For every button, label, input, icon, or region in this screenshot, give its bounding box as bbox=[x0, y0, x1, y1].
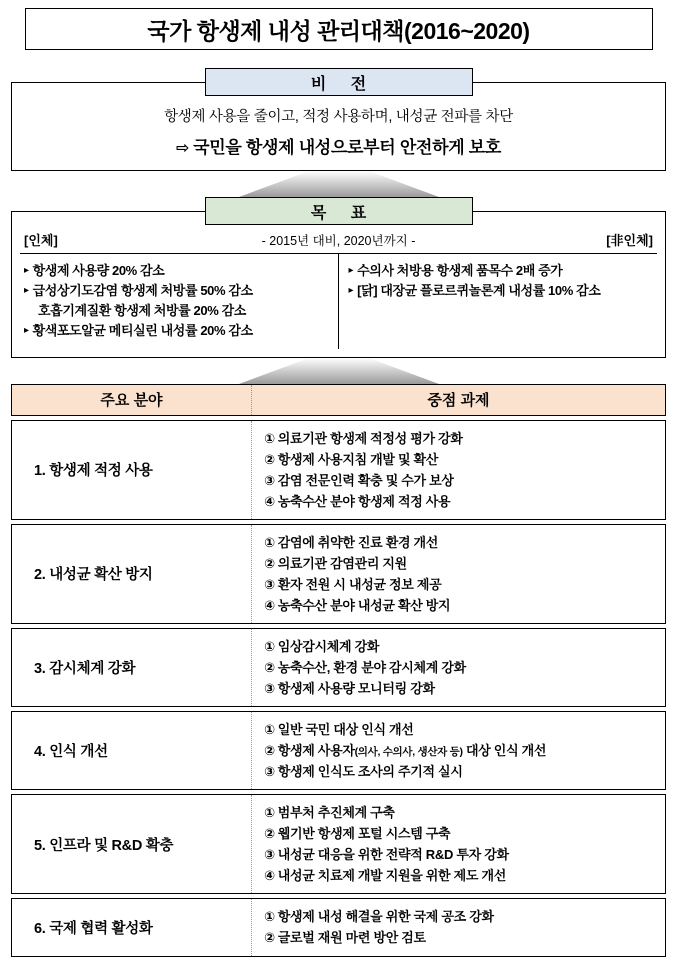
table-cell-area: 1. 항생제 적정 사용 bbox=[12, 421, 252, 519]
table-cell-tasks bbox=[252, 795, 665, 893]
triangle-bullet-icon: ▸ bbox=[348, 285, 354, 297]
task-number: ① bbox=[264, 909, 275, 925]
task-item bbox=[264, 657, 659, 678]
task-number: ② bbox=[264, 826, 275, 842]
task-text: 항생제 내성 해결을 위한 국제 공조 강화 bbox=[277, 909, 494, 925]
task-number: ① bbox=[264, 722, 275, 738]
task-text: 임상감시체계 강화 bbox=[277, 638, 380, 654]
triangle-bullet-icon: ▸ bbox=[348, 265, 354, 276]
vision-line-2-text: 국민을 항생제 내성으로부터 안전하게 보호 bbox=[193, 138, 501, 157]
task-item bbox=[264, 470, 659, 491]
task-text: 농축수산, 환경 분야 감시체계 강화 bbox=[277, 659, 466, 675]
table-row bbox=[11, 420, 666, 520]
funnel-arrow-2 bbox=[239, 358, 439, 384]
goal-right-label: [非인체] bbox=[606, 233, 653, 248]
task-item bbox=[264, 927, 659, 948]
task-text: 항생제 사용지침 개발 및 확산 bbox=[277, 451, 439, 467]
table-row bbox=[11, 898, 666, 956]
task-text: 웹기반 항생제 포털 시스템 구축 bbox=[277, 826, 451, 842]
table-cell-tasks bbox=[252, 629, 665, 706]
task-number: ④ bbox=[264, 493, 275, 509]
table-cell-area: 4. 인식 개선 bbox=[12, 712, 252, 789]
goal-body bbox=[11, 211, 666, 358]
task-item bbox=[264, 844, 659, 865]
vision-line-1: 항생제 사용을 줄이고, 적정 사용하며, 내성균 전파를 차단 bbox=[164, 109, 513, 125]
task-number: ② bbox=[264, 451, 275, 467]
task-number: ① bbox=[264, 430, 275, 446]
table-cell-area: 5. 인프라 및 R&D 확충 bbox=[12, 795, 252, 893]
task-text: 농축수산 분야 항생제 적정 사용 bbox=[277, 493, 451, 509]
task-text: 항생제 사용량 모니터링 강화 bbox=[277, 681, 435, 697]
goal-header-label: 목 표 bbox=[310, 204, 377, 222]
goal-item-text: 급성상기도감염 항생제 처방률 50% 감소 bbox=[32, 283, 253, 299]
goal-item bbox=[24, 321, 332, 341]
task-number: ③ bbox=[264, 576, 275, 592]
table-cell-area: 6. 국제 협력 활성화 bbox=[12, 899, 252, 955]
task-text: 내성균 치료제 개발 지원을 위한 제도 개선 bbox=[277, 868, 506, 884]
vision-header-label: 비 전 bbox=[310, 75, 377, 93]
task-item bbox=[264, 553, 659, 574]
task-number: ① bbox=[264, 805, 275, 821]
table-cell-tasks bbox=[252, 712, 665, 789]
task-number: ① bbox=[264, 534, 275, 550]
goal-item bbox=[349, 261, 652, 281]
table-row bbox=[11, 711, 666, 790]
table-cell-tasks bbox=[252, 421, 665, 519]
task-number: ④ bbox=[264, 868, 275, 884]
task-number: ② bbox=[264, 659, 275, 675]
task-number: ② bbox=[264, 555, 275, 571]
table-row bbox=[11, 794, 666, 894]
table-header-area: 주요 분야 bbox=[12, 385, 252, 415]
table-header-tasks: 중점 과제 bbox=[427, 392, 490, 410]
goal-labels-row bbox=[20, 230, 657, 253]
goal-item-text: [닭] 대장균 플로르퀴놀론계 내성률 10% 감소 bbox=[357, 283, 601, 299]
table-row bbox=[11, 524, 666, 624]
goal-column-nonhuman bbox=[339, 254, 658, 349]
page-title bbox=[25, 8, 653, 50]
goal-period-label: - 2015년 대비, 2020년까지 - bbox=[261, 233, 416, 248]
table-cell-area: 2. 내성균 확산 방지 bbox=[12, 525, 252, 623]
goal-item bbox=[349, 281, 652, 301]
task-text: 농축수산 분야 내성균 확산 방지 bbox=[277, 597, 451, 613]
task-text: 일반 국민 대상 인식 개선 bbox=[277, 722, 414, 738]
funnel-arrow-1 bbox=[239, 171, 439, 197]
task-item bbox=[264, 865, 659, 886]
vision-line-2 bbox=[12, 133, 665, 158]
task-number: ② bbox=[264, 743, 275, 759]
task-number: ③ bbox=[264, 847, 275, 863]
table-cell-area: 3. 감시체계 강화 bbox=[12, 629, 252, 706]
task-item bbox=[264, 574, 659, 595]
task-text: 감염 전문인력 확충 및 수가 보상 bbox=[277, 472, 454, 488]
task-item bbox=[264, 740, 659, 761]
goal-item-text: 수의사 처방용 항생제 품목수 2배 증가 bbox=[357, 263, 563, 278]
task-number: ③ bbox=[264, 764, 275, 780]
task-item bbox=[264, 823, 659, 844]
task-item bbox=[264, 678, 659, 699]
task-text: 감염에 취약한 진료 환경 개선 bbox=[277, 534, 439, 550]
task-text: 환자 전원 시 내성균 정보 제공 bbox=[277, 576, 442, 592]
task-item bbox=[264, 532, 659, 553]
goal-item bbox=[24, 261, 332, 281]
task-item bbox=[264, 595, 659, 616]
triangle-bullet-icon: ▸ bbox=[24, 285, 29, 297]
goal-item-text: 황색포도알균 메티실린 내성률 20% 감소 bbox=[32, 323, 253, 339]
goal-columns bbox=[20, 253, 657, 349]
goal-item bbox=[24, 281, 332, 301]
vision-header bbox=[205, 68, 473, 96]
page-title-text: 국가 항생제 내성 관리대책(2016~2020) bbox=[147, 17, 530, 44]
triangle-bullet-icon: ▸ bbox=[24, 265, 29, 276]
task-number: ① bbox=[264, 638, 275, 654]
task-number: ② bbox=[264, 930, 275, 946]
task-text: 항생제 인식도 조사의 주기적 실시 bbox=[277, 764, 463, 780]
task-text: 내성균 대응을 위한 전략적 R&D 투자 강화 bbox=[277, 847, 509, 863]
goal-item-subline: 호흡기계질환 항생제 처방률 20% 감소 bbox=[38, 303, 246, 319]
task-item bbox=[264, 761, 659, 782]
goal-left-label: [인체] bbox=[24, 233, 58, 248]
task-item bbox=[264, 719, 659, 740]
goal-item-text: 항생제 사용량 20% 감소 bbox=[32, 263, 165, 278]
goal-column-human bbox=[20, 254, 339, 349]
task-number: ④ bbox=[264, 597, 275, 613]
task-item bbox=[264, 802, 659, 823]
strategy-table bbox=[11, 384, 666, 957]
task-text-2: 대상 인식 개선 bbox=[462, 743, 547, 759]
task-number: ③ bbox=[264, 472, 275, 488]
task-text: 항생제 사용자 bbox=[277, 743, 355, 759]
task-text: 의료기관 감염관리 지원 bbox=[277, 555, 407, 571]
goal-header bbox=[205, 197, 473, 225]
table-row bbox=[11, 628, 666, 707]
policy-infographic bbox=[0, 8, 677, 946]
task-text-small: (의사, 수의사, 생산자 등) bbox=[354, 746, 463, 759]
task-item bbox=[264, 428, 659, 449]
triangle-bullet-icon: ▸ bbox=[24, 325, 29, 337]
task-number: ③ bbox=[264, 681, 275, 697]
task-item bbox=[264, 636, 659, 657]
table-cell-tasks bbox=[252, 899, 665, 955]
task-item bbox=[264, 491, 659, 512]
table-cell-tasks bbox=[252, 525, 665, 623]
task-item bbox=[264, 449, 659, 470]
task-text: 범부처 추진체계 구축 bbox=[277, 805, 395, 821]
table-header-row bbox=[11, 384, 666, 416]
task-text: 의료기관 항생제 적정성 평가 강화 bbox=[277, 430, 463, 446]
arrow-right-icon: ⇨ bbox=[176, 140, 190, 157]
task-text: 글로벌 재원 마련 방안 검토 bbox=[277, 930, 426, 946]
